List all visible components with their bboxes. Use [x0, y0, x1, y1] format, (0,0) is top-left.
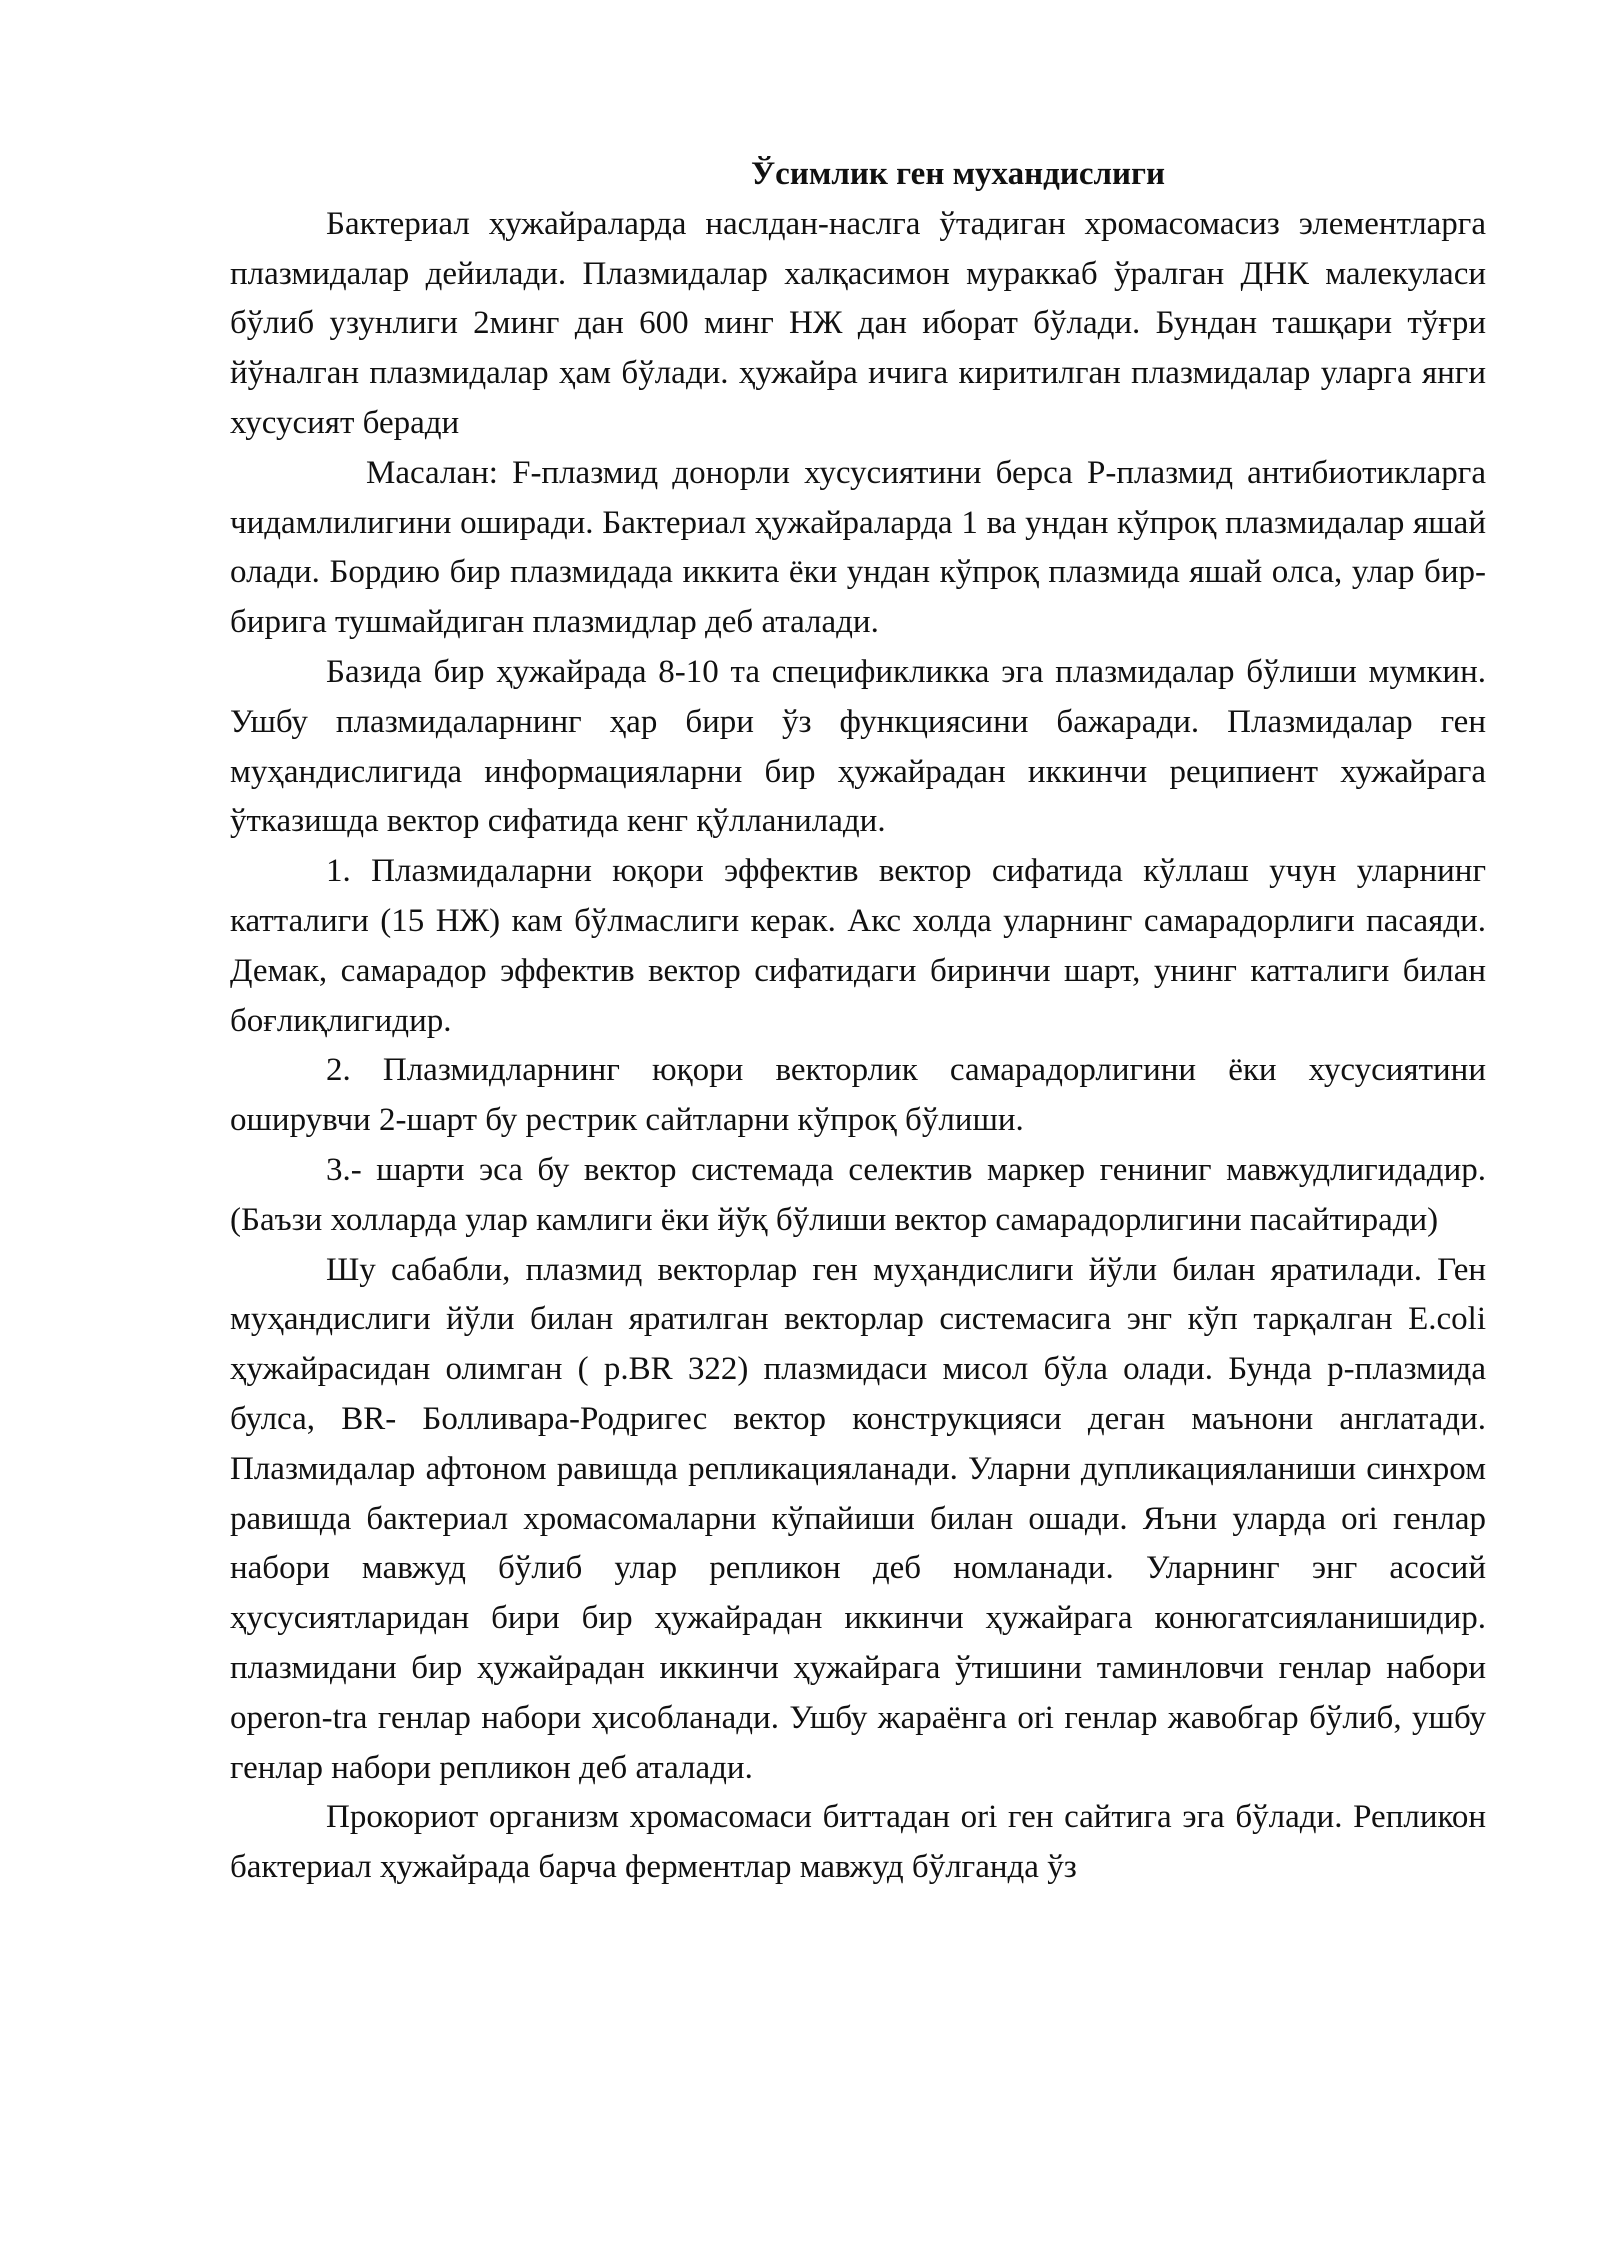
paragraph-condition-3: 3.- шарти эса бу вектор системада селектив маркер гениниг мавжудлигидадир.(Баъзи холларда улар камлиги ёки йўқ бўлиши вектор самарадорлигини пасайтиради) [230, 1151, 1486, 1238]
paragraph-specificity: Базида бир ҳужайрада 8-10 та спецификликка эга плазмидалар бўлиши мумкин. Ушбу плазмидаларнинг ҳар бири ўз функциясини бажаради. Плазмидалар ген муҳандислигида информацияларни бир ҳужайрадан иккинчи реципиент хужайрага ўтказишда вектор сифатида кенг қўлланилади. [230, 653, 1486, 840]
paragraph-example: Масалан: F-плазмид донорли хусусиятини берса Р-плазмид антибиотикларга чидамлилигини оширади. Бактериал ҳужайраларда 1 ва ундан кўпроқ плазмидалар яшай олади. Бордию бир плазмидада иккита ёки ундан кўпроқ плазмида яшай олса, улар бир-бирига тушмайдиган плазмидлар деб аталади. [230, 454, 1486, 641]
document-title: Ўсимлик ген мухандислиги [750, 156, 1166, 192]
paragraph-condition-2: 2. Плазмидларнинг юқори векторлик самарадорлигини ёки хусусиятини оширувчи 2-шарт бу рестрик сайтларни кўпроқ бўлиши. [230, 1052, 1486, 1139]
paragraph-vectors: Шу сабабли, плазмид векторлар ген муҳандислиги йўли билан яратилади. Ген муҳандислиги йўли билан яратилган векторлар системасига энг кўп тарқалган E.coli ҳужайрасидан олимган ( p.BR 322) плазмидаси мисол бўла олади. Бунда р-плазмида булса, BR- Болливара-Родригес вектор конструкцияси деган маънони англатади. Плазмидалар афтоном равишда репликацияланади. Уларни дупликацияланиши синхром равишда бактериал хромасомаларни кўпайиши билан ошади. Яъни уларда ori генлар набори мавжуд бўлиб улар репликон деб номланади. Уларнинг энг асосий ҳусусиятларидан бири бир ҳужайрадан иккинчи ҳужайрага конюгатсияланишидир. плазмидани бир ҳужайрадан иккинчи ҳужайрага ўтишини таминловчи генлар набори operon-tra генлар набори ҳисобланади. Ушбу жараёнга ori генлар жавобгар бўлиб, ушбу генлар набори репликон деб аталади. [230, 1251, 1486, 1786]
paragraph-prokaryote: Прокориот организм хромасомаси биттадан ori ген сайтига эга бўлади. Репликон бактериал ҳужайрада барча ферментлар мавжуд бўлганда ўз [230, 1799, 1486, 1886]
paragraph-plasmids-definition: Бактериал ҳужайраларда наслдан-наслга ўтадиган хромасомасиз элементларга плазмидалар дейилади. Плазмидалар халқасимон мураккаб ўралган ДНК малекуласи бўлиб узунлиги 2минг дан 600 минг НЖ дан иборат бўлади. Бундан ташқари тўғри йўналган плазмидалар ҳам бўлади. ҳужайра ичига киритилган плазмидалар уларга янги хусусият беради [230, 205, 1486, 441]
document-page [230, 150, 1486, 1893]
paragraph-condition-1: 1. Плазмидаларни юқори эффектив вектор сифатида кўллаш учун уларнинг катталиги (15 НЖ) кам бўлмаслиги керак. Акс холда уларнинг самарадорлиги пасаяди. Демак, самарадор эффектив вектор сифатидаги биринчи шарт, унинг катталиги билан боғлиқлигидир. [230, 853, 1486, 1039]
